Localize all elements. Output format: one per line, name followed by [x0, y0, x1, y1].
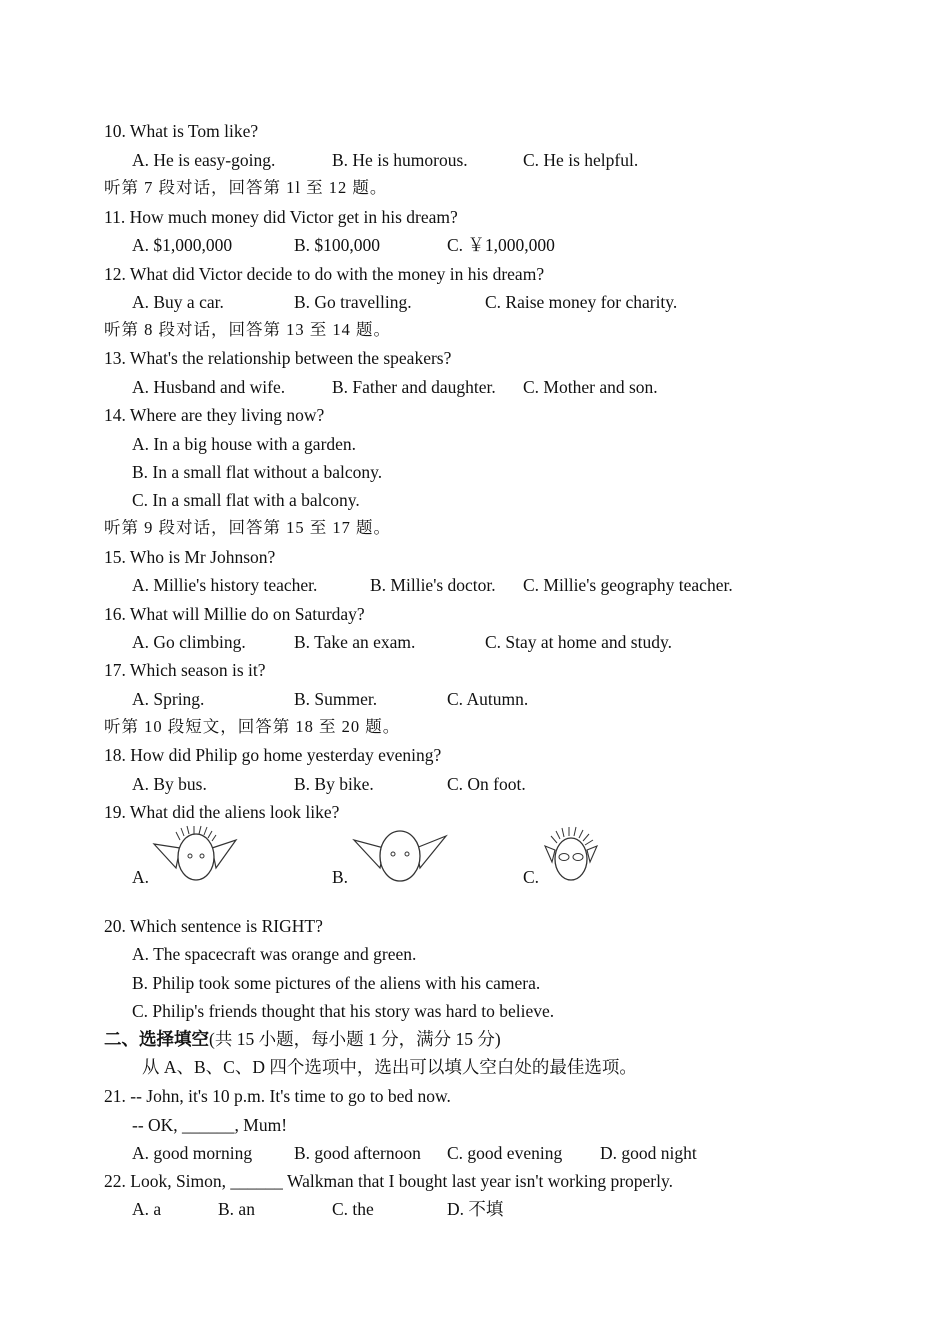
q21-reply: -- OK, ______, Mum!	[132, 1115, 288, 1135]
question-16-stem: 16. What will Millie do on Saturday?	[104, 604, 365, 624]
q22-option-d: D. 不填	[447, 1199, 504, 1219]
q14-option-a: A. In a big house with a garden.	[132, 434, 357, 454]
q19-option-c-label: C.	[523, 867, 540, 887]
question-10-stem: 10. What is Tom like?	[104, 121, 259, 141]
part-2-heading	[104, 1028, 501, 1050]
question-20-stem: 20. Which sentence is RIGHT?	[104, 916, 323, 936]
section-7-instruction: 听第 7 段对话，回答第 1l 至 12 题。	[104, 178, 388, 197]
q16-option-b: B. Take an exam.	[294, 632, 416, 652]
q10-option-a: A. He is easy-going.	[132, 150, 276, 170]
q20-option-c: C. Philip's friends thought that his story was hard to believe.	[132, 1001, 555, 1021]
q20-option-b: B. Philip took some pictures of the aliens with his camera.	[132, 973, 541, 993]
q15-option-b: B. Millie's doctor.	[370, 575, 496, 595]
q21-option-d: D. good night	[600, 1143, 697, 1163]
q19-option-a-label: A.	[132, 867, 150, 887]
q15-option-c: C. Millie's geography teacher.	[523, 575, 733, 595]
q21-option-c: C. good evening	[447, 1143, 563, 1163]
q22-option-a: A. a	[132, 1199, 162, 1219]
part-2-heading-title: 二、选择填空	[104, 1029, 209, 1049]
q20-option-a: A. The spacecraft was orange and green.	[132, 944, 417, 964]
q10-option-c: C. He is helpful.	[523, 150, 639, 170]
question-13-stem: 13. What's the relationship between the speakers?	[104, 348, 452, 368]
q15-option-a: A. Millie's history teacher.	[132, 575, 318, 595]
question-19-stem: 19. What did the aliens look like?	[104, 802, 340, 822]
q19-option-b-label: B.	[332, 867, 349, 887]
q11-option-b: B. $100,000	[294, 235, 381, 255]
question-15-stem: 15. Who is Mr Johnson?	[104, 547, 276, 567]
section-9-instruction: 听第 9 段对话，回答第 15 至 17 题。	[104, 518, 391, 537]
part-2-heading-scoring: (共 15 小题，每小题 1 分，满分 15 分)	[209, 1029, 501, 1049]
q16-option-c: C. Stay at home and study.	[485, 632, 672, 652]
question-12-stem: 12. What did Victor decide to do with the money in his dream?	[104, 264, 545, 284]
question-17-stem: 17. Which season is it?	[104, 660, 266, 680]
section-10-instruction: 听第 10 段短文，回答第 18 至 20 题。	[104, 717, 401, 736]
q18-option-a: A. By bus.	[132, 774, 207, 794]
q16-option-a: A. Go climbing.	[132, 632, 246, 652]
question-18-stem: 18. How did Philip go home yesterday evening?	[104, 745, 442, 765]
q12-option-b: B. Go travelling.	[294, 292, 412, 312]
q11-option-a: A. $1,000,000	[132, 235, 233, 255]
q14-option-b: B. In a small flat without a balcony.	[132, 462, 383, 482]
q21-option-a: A. good morning	[132, 1143, 253, 1163]
q18-option-b: B. By bike.	[294, 774, 374, 794]
alien-a-icon	[150, 826, 240, 884]
q17-option-a: A. Spring.	[132, 689, 205, 709]
part-2-instruction: 从 A、B、C、D 四个选项中，选出可以填人空白处的最佳选项。	[142, 1057, 637, 1077]
q11-option-c: C. ￥1,000,000	[447, 235, 555, 255]
q17-option-c: C. Autumn.	[447, 689, 529, 709]
q12-option-a: A. Buy a car.	[132, 292, 224, 312]
question-21-stem: 21. -- John, it's 10 p.m. It's time to go to bed now.	[104, 1086, 451, 1106]
q18-option-c: C. On foot.	[447, 774, 526, 794]
q10-option-b: B. He is humorous.	[332, 150, 468, 170]
q17-option-b: B. Summer.	[294, 689, 378, 709]
alien-c-icon	[542, 826, 600, 884]
question-11-stem: 11. How much money did Victor get in his dream?	[104, 207, 458, 227]
q13-option-a: A. Husband and wife.	[132, 377, 286, 397]
question-22-stem: 22. Look, Simon, ______ Walkman that I bought last year isn't working properly.	[104, 1171, 673, 1191]
section-8-instruction: 听第 8 段对话，回答第 13 至 14 题。	[104, 320, 391, 339]
q21-option-b: B. good afternoon	[294, 1143, 421, 1163]
alien-b-icon	[350, 828, 450, 884]
q13-option-c: C. Mother and son.	[523, 377, 658, 397]
q13-option-b: B. Father and daughter.	[332, 377, 496, 397]
q22-option-b: B. an	[218, 1199, 255, 1219]
q12-option-c: C. Raise money for charity.	[485, 292, 678, 312]
question-14-stem: 14. Where are they living now?	[104, 405, 325, 425]
q14-option-c: C. In a small flat with a balcony.	[132, 490, 360, 510]
q22-option-c: C. the	[332, 1199, 374, 1219]
